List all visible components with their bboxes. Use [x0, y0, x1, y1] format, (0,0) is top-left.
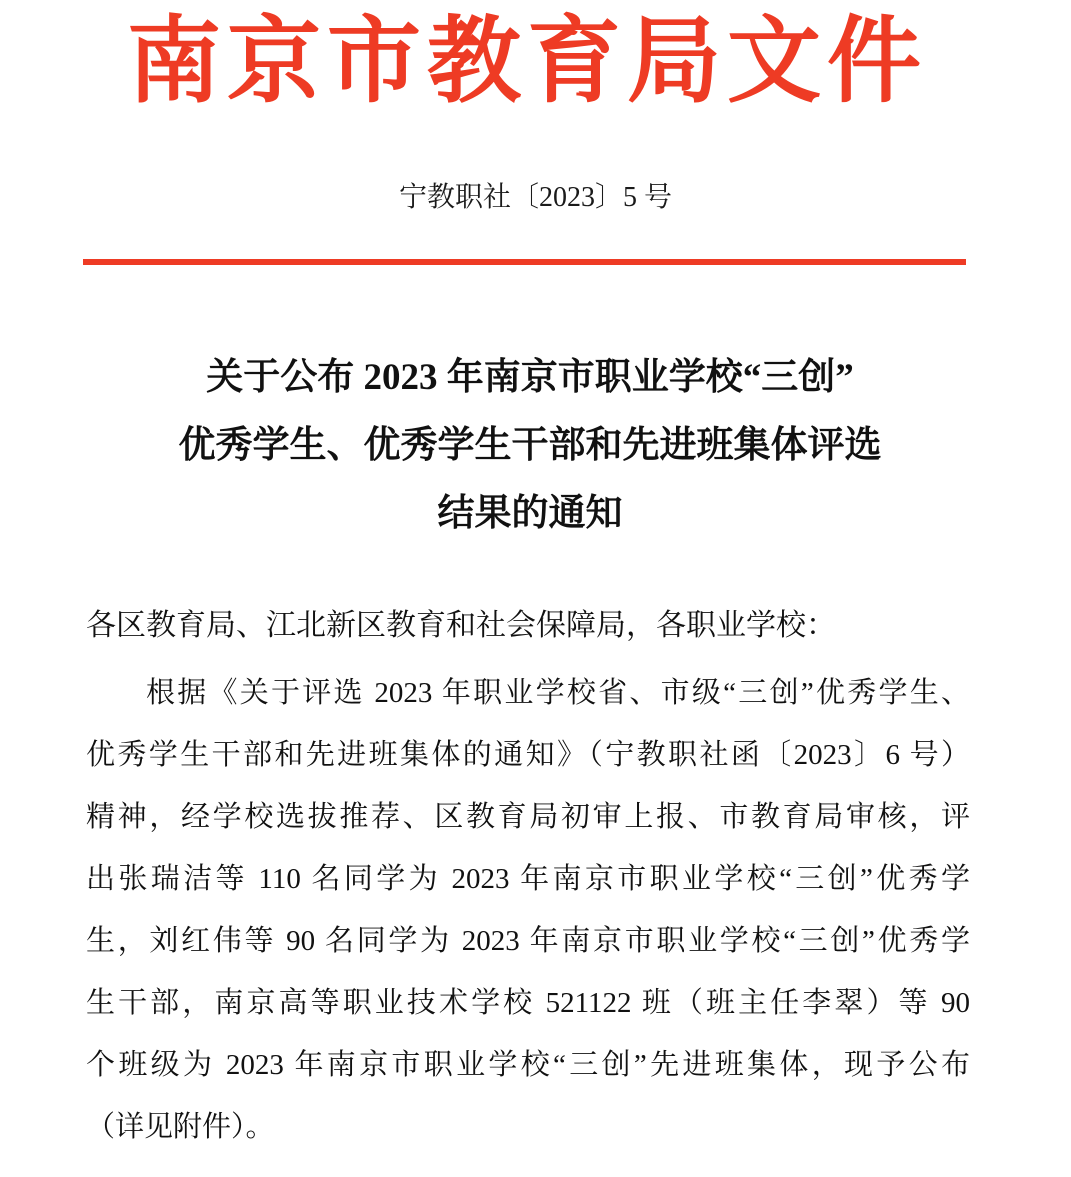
body-line: 出张瑞洁等 110 名同学为 2023 年南京市职业学校“三创”优秀学 — [86, 863, 970, 895]
body-paragraph — [86, 662, 970, 1158]
body-line: 根据《关于评选 2023 年职业学校省、市级“三创”优秀学生、 — [146, 677, 970, 709]
red-divider-line — [83, 259, 966, 265]
body-line: 优秀学生干部和先进班集体的通知》（宁教职社函〔2023〕6 号） — [86, 739, 970, 771]
body-line: 精神，经学校选拔推荐、区教育局初审上报、市教育局审核，评 — [86, 801, 970, 833]
masthead-title: 南京市教育局文件 — [126, 6, 927, 116]
title-line-3: 结果的通知 — [437, 493, 623, 534]
body-line: 生，刘红伟等 90 名同学为 2023 年南京市职业学校“三创”优秀学 — [86, 925, 970, 957]
body-line: 生干部，南京高等职业技术学校 521122 班（班主任李翠）等 90 — [86, 987, 970, 1019]
title-line-2: 优秀学生、优秀学生干部和先进班集体评选 — [178, 425, 882, 466]
notice-title — [60, 344, 1000, 548]
title-line-1: 关于公布 2023 年南京市职业学校“三创” — [206, 357, 854, 398]
body-line: （详见附件）。 — [86, 1111, 275, 1143]
addressee-line: 各区教育局、江北新区教育和社会保障局，各职业学校： — [86, 609, 836, 642]
document-number: 宁教职社〔2023〕5 号 — [398, 182, 672, 213]
body-line: 个班级为 2023 年南京市职业学校“三创”先进班集体，现予公布 — [86, 1049, 970, 1081]
